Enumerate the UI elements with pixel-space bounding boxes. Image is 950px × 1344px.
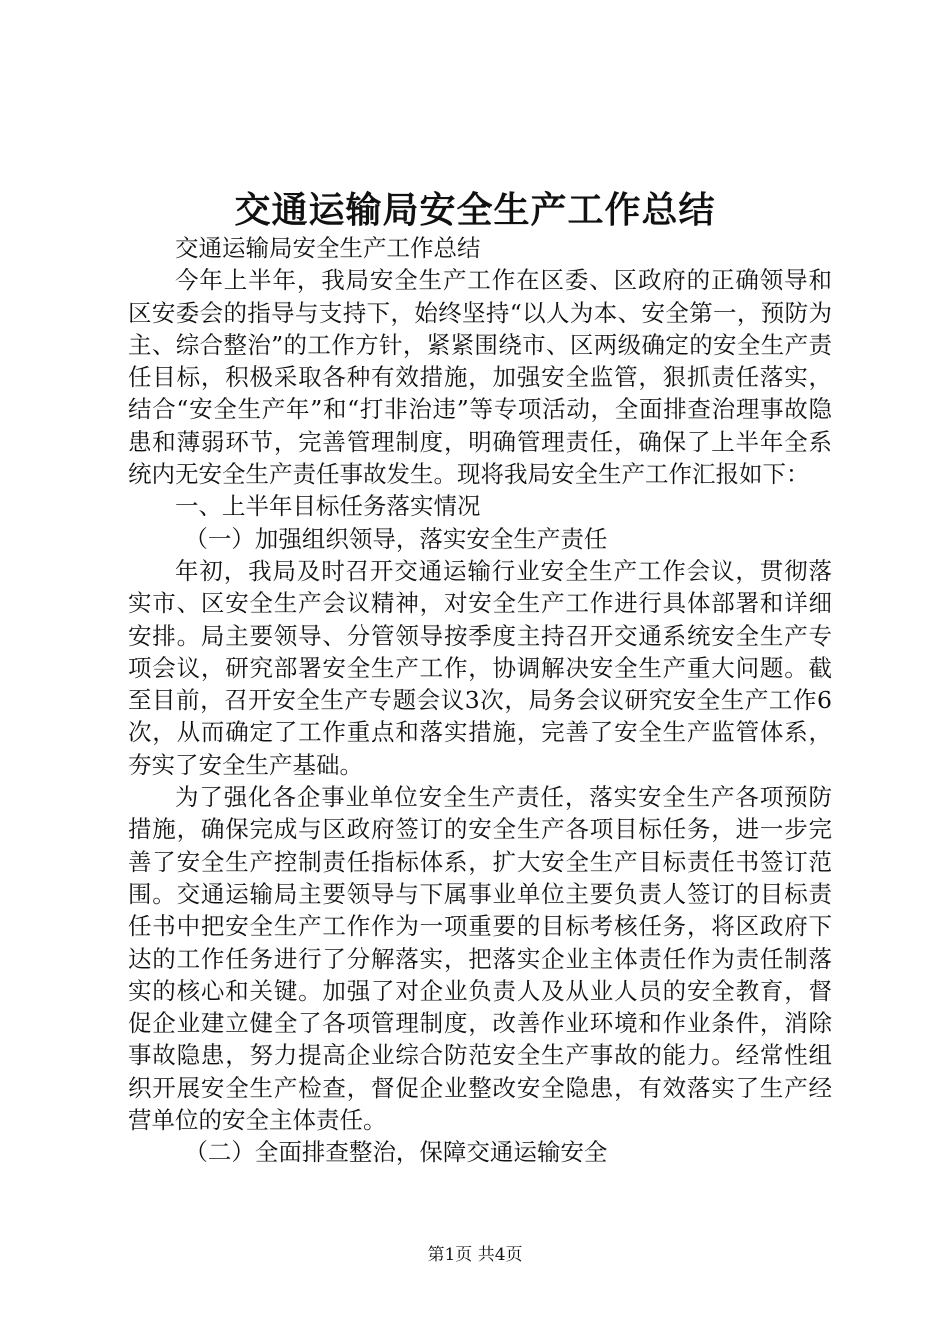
section-heading: 一、上半年目标任务落实情况 bbox=[175, 492, 481, 521]
body-paragraph: 年初，我局及时召开交通运输行业安全生产工作会议，贯彻落实市、区安全生产会议精神，对安全生产工作进行具体部署和详细安排。局主要领导、分管领导按季度主持召开交通系统安全生产专项会议，研究部署安全生产工作，协调解决安全生产重大问题。截至目前，召开安全生产专题会议3次，局务会议研究安全生产工作6次，从而确定了工作重点和落实措施，完善了安全生产监管体系，夯实了安全生产基础。 bbox=[128, 556, 832, 779]
body-paragraph: 为了强化各企事业单位安全生产责任，落实安全生产各项预防措施，确保完成与区政府签订的安全生产各项目标任务，进一步完善了安全生产控制责任指标体系，扩大安全生产目标责任书签订范围。交通运输局主要领导与下属事业单位主要负责人签订的目标责任书中把安全生产工作作为一项重要的目标考核任务，将区政府下达的工作任务进行了分解落实，把落实企业主体责任作为责任制落实的核心和关键。加强了对企业负责人及从业人员的安全教育，督促企业建立健全了各项管理制度，改善作业环境和作业条件，消除事故隐患，努力提高企业综合防范安全生产事故的能力。经常性组织开展安全生产检查，督促企业整改安全隐患，有效落实了生产经营单位的安全主体责任。 bbox=[128, 783, 832, 1135]
subsection-heading: （二）全面排查整治，保障交通运输安全 bbox=[184, 1138, 608, 1167]
page-number-footer: 第1页 共4页 bbox=[427, 1245, 523, 1265]
document-title: 交通运输局安全生产工作总结 bbox=[234, 189, 716, 231]
intro-paragraph: 今年上半年，我局安全生产工作在区委、区政府的正确领导和区安委会的指导与支持下，始终坚持“以人为本、安全第一，预防为主、综合整治”的工作方针，紧紧围绕市、区两级确定的安全生产责任目标，积极采取各种有效措施，加强安全监管，狠抓责任落实，结合“安全生产年”和“打非治违”等专项活动，全面排查治理事故隐患和薄弱环节，完善管理制度，明确管理责任，确保了上半年全系统内无安全生产责任事故发生。现将我局安全生产工作汇报如下： bbox=[128, 266, 832, 489]
subtitle-paragraph: 交通运输局安全生产工作总结 bbox=[175, 234, 481, 262]
subsection-heading: （一）加强组织领导，落实安全生产责任 bbox=[184, 524, 608, 553]
document-body bbox=[128, 232, 832, 1169]
